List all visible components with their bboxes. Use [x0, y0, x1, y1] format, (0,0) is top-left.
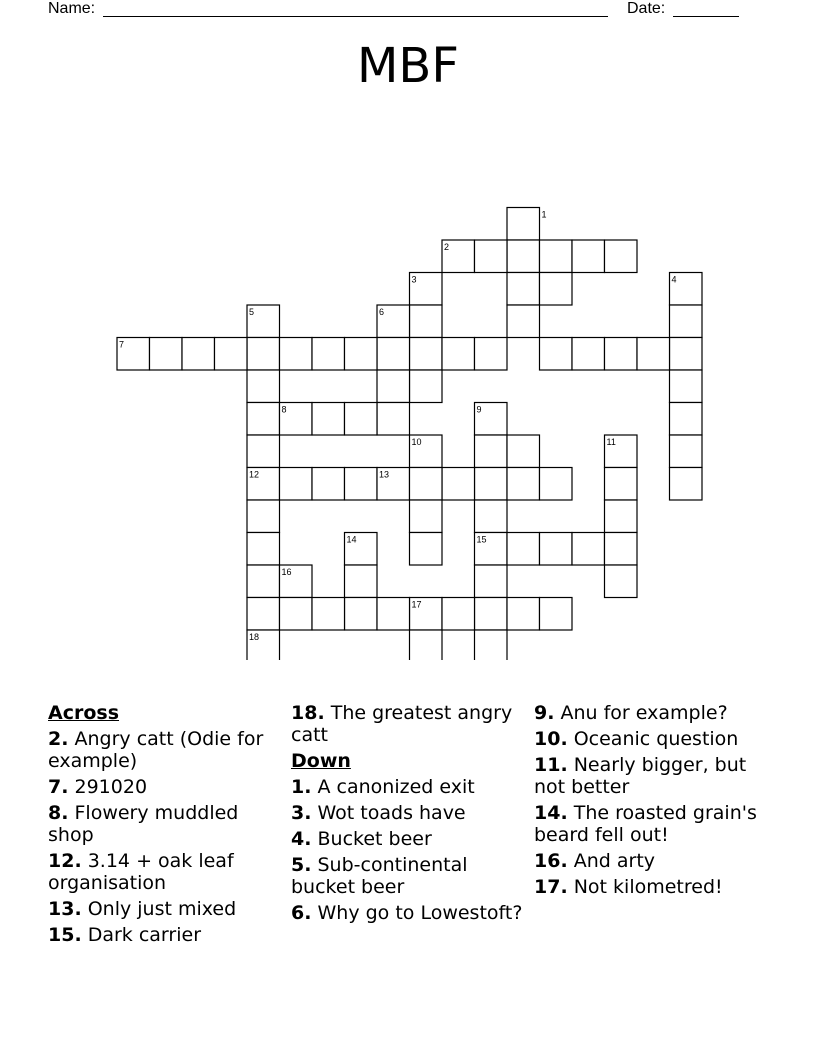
grid-cell[interactable]	[605, 240, 638, 273]
clue-number: 13.	[48, 898, 82, 920]
grid-cell[interactable]	[507, 273, 540, 306]
grid-cell[interactable]	[410, 338, 443, 371]
grid-cell[interactable]	[540, 533, 573, 566]
down-clue	[534, 702, 774, 724]
grid-cell[interactable]	[247, 533, 280, 566]
clue-column-2	[291, 702, 523, 928]
grid-cell[interactable]	[280, 598, 313, 631]
cell-number: 15	[476, 534, 487, 545]
grid-cell[interactable]	[345, 565, 378, 598]
cell-number: 1	[541, 209, 547, 220]
across-clue	[48, 924, 280, 946]
clue-text: A canonized exit	[317, 776, 475, 798]
clue-text: Oceanic question	[573, 728, 739, 750]
clue-text: 291020	[74, 776, 148, 798]
down-clue	[291, 802, 523, 824]
grid-cell[interactable]	[475, 565, 508, 598]
across-clue	[48, 898, 280, 920]
grid-cell[interactable]	[572, 240, 605, 273]
cell-number: 16	[281, 567, 292, 577]
cell-number: 4	[671, 274, 677, 285]
grid-cell[interactable]	[247, 435, 280, 468]
clue-text: Only just mixed	[87, 898, 237, 920]
grid-cell[interactable]	[572, 533, 605, 566]
down-clue	[534, 728, 774, 750]
down-clue	[534, 754, 774, 798]
grid-cell[interactable]	[507, 468, 540, 501]
clue-text: Flowery muddled shop	[48, 802, 239, 846]
grid-cell[interactable]	[475, 338, 508, 371]
clue-number: 18.	[291, 702, 325, 724]
clue-number: 2.	[48, 728, 69, 750]
grid-cell[interactable]	[637, 338, 670, 371]
grid-cell[interactable]	[345, 338, 378, 371]
grid-cell[interactable]	[150, 338, 183, 371]
grid-cell[interactable]	[507, 435, 540, 468]
clue-text: Wot toads have	[317, 802, 466, 824]
grid-cell[interactable]	[312, 598, 345, 631]
grid-cell[interactable]	[605, 468, 638, 501]
grid-cell[interactable]	[670, 468, 703, 501]
down-clue	[291, 776, 523, 798]
cell-number: 18	[249, 632, 260, 642]
date-label: Date:	[627, 0, 666, 17]
grid-cell[interactable]	[475, 500, 508, 533]
grid-cell[interactable]	[442, 598, 475, 631]
clue-number: 3.	[291, 802, 312, 824]
grid-cell[interactable]	[410, 370, 443, 403]
grid-cell[interactable]	[345, 403, 378, 436]
cell-number: 9	[476, 404, 482, 415]
grid-cell[interactable]	[442, 468, 475, 501]
clue-text: Not kilometred!	[573, 876, 723, 898]
cell-number: 2	[444, 242, 450, 252]
puzzle-title: MBF	[357, 38, 459, 94]
grid-cell[interactable]	[410, 630, 443, 660]
clue-number: 8.	[48, 802, 69, 824]
grid-cell[interactable]	[670, 403, 703, 436]
grid-cell[interactable]	[377, 370, 410, 403]
clue-number: 9.	[534, 702, 555, 724]
grid-cell[interactable]	[475, 598, 508, 631]
grid-cell[interactable]	[670, 338, 703, 371]
grid-cell[interactable]	[475, 468, 508, 501]
cell-number: 5	[249, 307, 255, 317]
down-clue	[291, 828, 523, 850]
cell-number: 17	[411, 599, 422, 610]
down-clue	[291, 902, 523, 924]
clue-text: Sub-continental bucket beer	[291, 854, 468, 898]
grid-cell[interactable]	[475, 630, 508, 660]
grid-cell[interactable]	[410, 468, 443, 501]
grid-cell[interactable]	[540, 468, 573, 501]
grid-cell[interactable]	[605, 533, 638, 566]
cell-number: 7	[119, 339, 125, 350]
grid-cell[interactable]	[182, 338, 215, 371]
clue-text: The roasted grain's beard fell out!	[534, 802, 757, 846]
clue-text: Bucket beer	[317, 828, 432, 850]
cell-number: 3	[411, 274, 417, 285]
name-label: Name:	[48, 0, 96, 17]
grid-cell[interactable]	[507, 533, 540, 566]
clue-column-3	[534, 702, 774, 902]
grid-cell[interactable]	[247, 370, 280, 403]
grid-cell[interactable]	[312, 468, 345, 501]
across-clue	[48, 728, 280, 772]
grid-cell[interactable]	[312, 403, 345, 436]
clue-text: The greatest angry catt	[291, 702, 513, 746]
clue-number: 7.	[48, 776, 69, 798]
down-clue	[534, 850, 774, 872]
cell-number: 11	[606, 437, 616, 447]
clue-text: Anu for example?	[560, 702, 728, 724]
grid-cell[interactable]	[507, 598, 540, 631]
clue-text: Nearly bigger, but not better	[534, 754, 747, 798]
grid-cell[interactable]	[540, 338, 573, 371]
across-heading: Across	[48, 702, 120, 724]
down-clue	[534, 876, 774, 898]
grid-cell[interactable]	[605, 500, 638, 533]
grid-cell[interactable]	[247, 565, 280, 598]
grid-cell[interactable]	[572, 338, 605, 371]
grid-cell[interactable]	[345, 598, 378, 631]
clue-column-1	[48, 702, 280, 950]
grid-cell[interactable]	[377, 403, 410, 436]
grid-cell[interactable]	[475, 240, 508, 273]
clue-number: 11.	[534, 754, 568, 776]
down-clue	[534, 802, 774, 846]
down-clue	[291, 854, 523, 898]
cell-number: 6	[379, 307, 385, 317]
across-clue	[48, 776, 280, 798]
clue-number: 14.	[534, 802, 568, 824]
grid-cell[interactable]	[377, 598, 410, 631]
grid-cell[interactable]	[540, 240, 573, 273]
grid-cell[interactable]	[507, 208, 540, 241]
clue-number: 16.	[534, 850, 568, 872]
clue-number: 5.	[291, 854, 312, 876]
grid-cell[interactable]	[670, 435, 703, 468]
clue-text: Dark carrier	[87, 924, 202, 946]
grid-cell[interactable]	[247, 598, 280, 631]
grid-cell[interactable]	[540, 598, 573, 631]
across-clue	[48, 850, 280, 894]
grid-cell[interactable]	[442, 338, 475, 371]
grid-cell[interactable]	[247, 338, 280, 371]
across-clue	[48, 802, 280, 846]
grid-cell[interactable]	[247, 500, 280, 533]
grid-cell[interactable]	[540, 273, 573, 306]
grid-cell[interactable]	[670, 305, 703, 338]
grid-cell[interactable]	[507, 305, 540, 338]
clue-text: Why go to Lowestoft?	[317, 902, 523, 924]
cell-number: 12	[249, 469, 260, 480]
clue-text: 3.14 + oak leaf organisation	[48, 850, 234, 894]
grid-cell[interactable]	[247, 403, 280, 436]
cell-number: 13	[379, 469, 390, 480]
grid-cell[interactable]	[670, 370, 703, 403]
clue-text: And arty	[573, 850, 656, 872]
grid-cell[interactable]	[280, 338, 313, 371]
grid-cell[interactable]	[605, 338, 638, 371]
clue-number: 6.	[291, 902, 312, 924]
grid-cell[interactable]	[377, 338, 410, 371]
grid-cell[interactable]	[605, 565, 638, 598]
cell-number: 10	[411, 437, 422, 447]
clue-number: 15.	[48, 924, 82, 946]
cell-number: 8	[281, 404, 287, 415]
clue-number: 1.	[291, 776, 312, 798]
grid-cell[interactable]	[410, 533, 443, 566]
grid-cell[interactable]	[312, 338, 345, 371]
clue-number: 17.	[534, 876, 568, 898]
grid-cell[interactable]	[280, 468, 313, 501]
clue-text: Angry catt (Odie for example)	[48, 728, 264, 772]
grid-cell[interactable]	[215, 338, 248, 371]
cell-number: 14	[346, 534, 357, 545]
clue-number: 4.	[291, 828, 312, 850]
across-clue	[291, 702, 523, 746]
grid-cell[interactable]	[507, 240, 540, 273]
grid-cell[interactable]	[475, 435, 508, 468]
grid-cell[interactable]	[345, 468, 378, 501]
grid-cell[interactable]	[410, 305, 443, 338]
clue-number: 10.	[534, 728, 568, 750]
grid-cell[interactable]	[410, 500, 443, 533]
down-heading: Down	[291, 750, 351, 772]
clue-number: 12.	[48, 850, 82, 872]
